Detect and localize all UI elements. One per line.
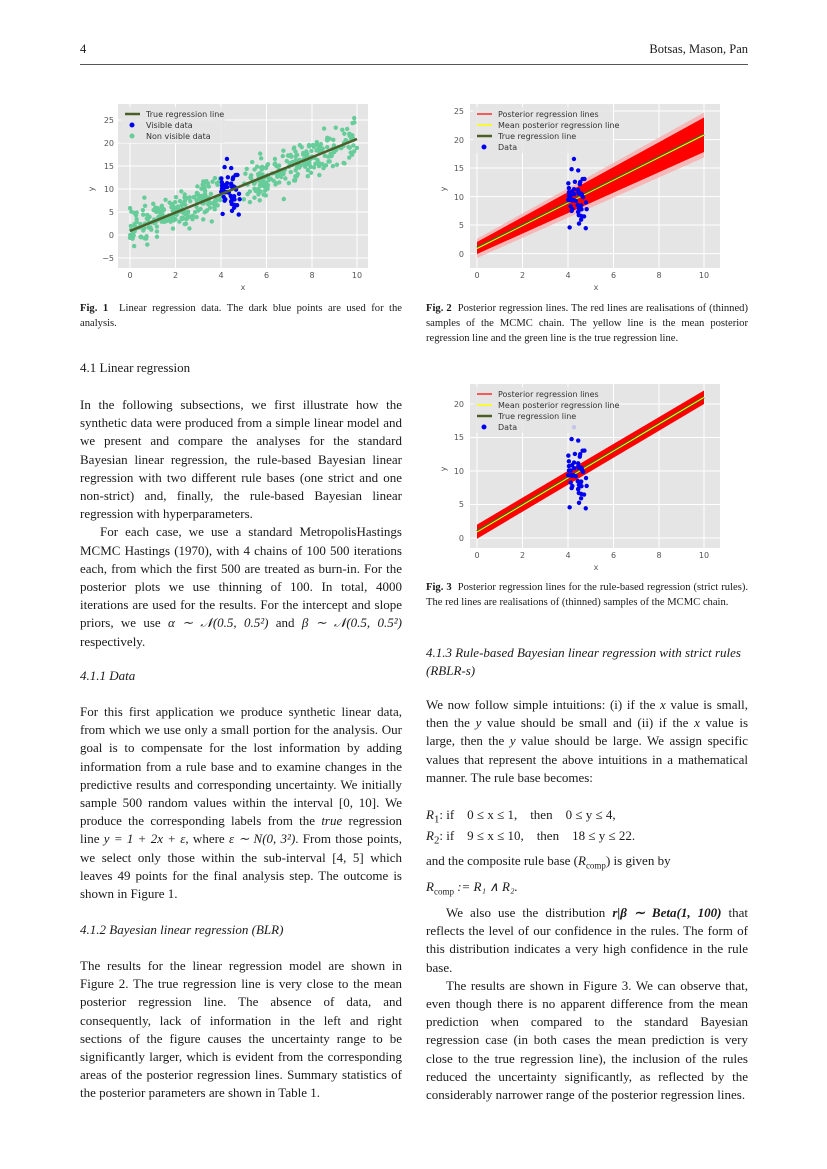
paragraph: For this first application we produce synthetic linear data, from which we use only a small portion for the analysis. Our goal is to compensate for the lost information by adding information from a rule base and to examine changes in the predictive results and corresponding uncertainty. We initially sample 500 random values within the interval [0, 10]. We produce the corresponding labels from the true regression line y = 1 + 2x + ε, where ε ∼ N(0, 3²). From those points, we select only those within the sub-interval [4, 5] which leaves 49 points for the final analysis step. The outcome is shown in Figure 1.: [80, 704, 402, 902]
svg-text:4: 4: [565, 551, 571, 560]
rule-2-equation: $R_2$: if 9 ≤ x ≤ 10, then 18 ≤ y ≤ 22.: [426, 828, 636, 847]
figure-1-caption: Fig. 1 Linear regression data. The dark blue points are used for the analysis.: [80, 303, 402, 329]
section-4-1-2-body: [80, 957, 402, 1103]
svg-text:10: 10: [351, 271, 363, 280]
svg-text:5: 5: [108, 208, 114, 217]
svg-text:2: 2: [172, 271, 179, 280]
svg-text:25: 25: [453, 107, 464, 116]
svg-text:0: 0: [474, 271, 480, 280]
svg-text:25: 25: [103, 116, 114, 125]
paragraph: In the following subsections, we first illustrate how the synthetic data were produced from a simple linear model and we present and compare the analyses for the standard Bayesian linear regression, the rule-based Bayesian linear regression with two different rule bases (one strict and one non-strict) and, finally, the rule-based Bayesian linear regression with hyperparameters.: [80, 397, 402, 522]
svg-text:True regression line: True regression line: [146, 110, 225, 119]
figure-3-caption: Fig. 3 Posterior regression lines for the rule-based regression (strict rules). The red lines are realisations of (thinned) samples of the MCMC chain.: [426, 582, 749, 608]
svg-text:20: 20: [103, 139, 114, 148]
figure-2-caption: Fig. 2 Posterior regression lines. The red lines are realisations of (thinned) samples of the MCMC chain. The yellow line is the mean posterior regression line and the green line is the true regression line.: [426, 303, 749, 344]
svg-text:6: 6: [610, 551, 617, 560]
header-divider: [80, 64, 748, 65]
svg-text:0: 0: [458, 534, 464, 543]
svg-text:8: 8: [309, 271, 315, 280]
paragraph: We also use the distribution r|β ∼ Beta(1, 100) that reflects the level of our confidence in the rules. The form of this distribution indicates a very high confidence in the rule base.: [426, 905, 748, 975]
svg-text:True regression line: True regression line: [498, 132, 577, 141]
svg-text:4: 4: [218, 271, 224, 280]
page-number: 4: [80, 42, 87, 56]
section-4-1-2-title: 4.1.2 Bayesian linear regression (BLR): [80, 922, 284, 937]
svg-text:Posterior regression lines: Posterior regression lines: [498, 110, 599, 119]
svg-text:True regression line: True regression line: [498, 412, 577, 421]
svg-text:Data: Data: [498, 143, 518, 152]
svg-text:y: y: [439, 466, 448, 472]
svg-text:0: 0: [474, 551, 480, 560]
section-4-1-3-title: 4.1.3 Rule-based Bayesian linear regression with strict rules (RBLR-s): [426, 645, 741, 678]
svg-text:x: x: [593, 283, 599, 292]
paragraph: We now follow simple intuitions: (i) if the x value is small, then the y value should be small and (ii) if the x value is large, then the y value should be large. We assign specific values that represent the above intuitions in a mathematical manner. The rule base becomes:: [426, 697, 749, 785]
svg-text:0: 0: [108, 231, 114, 240]
svg-text:2: 2: [519, 551, 526, 560]
svg-text:5: 5: [458, 221, 464, 230]
figure-2-chart: [426, 100, 726, 295]
svg-text:0: 0: [127, 271, 133, 280]
figure-3-chart: [426, 380, 726, 575]
svg-text:x: x: [593, 563, 599, 572]
svg-text:6: 6: [610, 271, 617, 280]
svg-text:10: 10: [698, 271, 710, 280]
section-4-1-3-body: [426, 696, 748, 787]
paragraph: For each case, we use a standard MetropolisHastings MCMC Hastings (1970), with 4 chains of 100 500 iterations each, from which the first 500 are treated as burn-in. For the posterior plots we use thinning of 100. In total, 4000 iterations are used for the results. For the intercept and slope priors, we use α ∼ 𝒩(0.5, 0.5²) and β ∼ 𝒩(0.5, 0.5²) respectively.: [80, 524, 402, 649]
section-4-1-body: [80, 396, 402, 651]
section-4-1-1-title: 4.1.1 Data: [80, 668, 136, 683]
svg-text:10: 10: [698, 551, 710, 560]
section-4-1-1-body: [80, 703, 402, 903]
svg-text:10: 10: [453, 193, 464, 202]
composite-equation: $R_{comp}$ := R₁ ∧ R₂.: [426, 879, 518, 897]
svg-text:20: 20: [453, 136, 464, 145]
section-4-1-title: 4.1 Linear regression: [80, 360, 191, 375]
svg-text:Posterior regression lines: Posterior regression lines: [498, 390, 599, 399]
svg-text:8: 8: [656, 271, 662, 280]
svg-text:6: 6: [263, 271, 270, 280]
svg-text:4: 4: [565, 271, 571, 280]
svg-text:2: 2: [519, 271, 526, 280]
svg-text:Data: Data: [498, 423, 518, 432]
section-4-1-3-body-2: [426, 904, 748, 1104]
paragraph: The results for the linear regression model are shown in Figure 2. The true regression line is very close to the mean posterior regression line. The absence of data, and consequently, lack of information in the left and right sections of the figure causes the uncertainty range to be significantly larger, which is evident from the corresponding areas of the posterior regression lines. Summary statistics of the posterior parameters are shown in Table 1.: [80, 958, 402, 1101]
svg-text:Non visible data: Non visible data: [146, 132, 211, 141]
svg-text:15: 15: [103, 162, 114, 171]
svg-text:y: y: [439, 186, 448, 192]
running-head-authors: Botsas, Mason, Pan: [649, 42, 748, 56]
svg-text:15: 15: [453, 164, 464, 173]
svg-text:y: y: [87, 186, 96, 192]
svg-text:10: 10: [453, 467, 464, 476]
svg-text:8: 8: [656, 551, 662, 560]
rule-1-equation: $R_1$: if 0 ≤ x ≤ 1, then 0 ≤ y ≤ 4,: [426, 807, 616, 826]
svg-text:10: 10: [103, 185, 114, 194]
svg-text:0: 0: [458, 250, 464, 259]
svg-text:20: 20: [453, 400, 464, 409]
paragraph: The results are shown in Figure 3. We can observe that, even though there is no apparent difference from the mean prediction when compared to the standard Bayesian regression case (in both cases the mean prediction is very close to the true regression line), the inclusion of the rules reduced the uncertainty significantly, as reflected by the considerably narrower range of the posterior regression lines.: [426, 977, 748, 1103]
svg-text:Visible data: Visible data: [146, 121, 193, 130]
svg-text:5: 5: [458, 500, 464, 509]
figure-1-chart: [80, 100, 380, 295]
composite-intro: and the composite rule base $(R_{comp})$ is given by: [426, 853, 671, 871]
svg-text:Mean posterior regression line: Mean posterior regression line: [498, 401, 620, 410]
svg-text:−5: −5: [102, 254, 114, 263]
svg-text:15: 15: [453, 433, 464, 442]
svg-text:Mean posterior regression line: Mean posterior regression line: [498, 121, 620, 130]
svg-text:x: x: [240, 283, 246, 292]
